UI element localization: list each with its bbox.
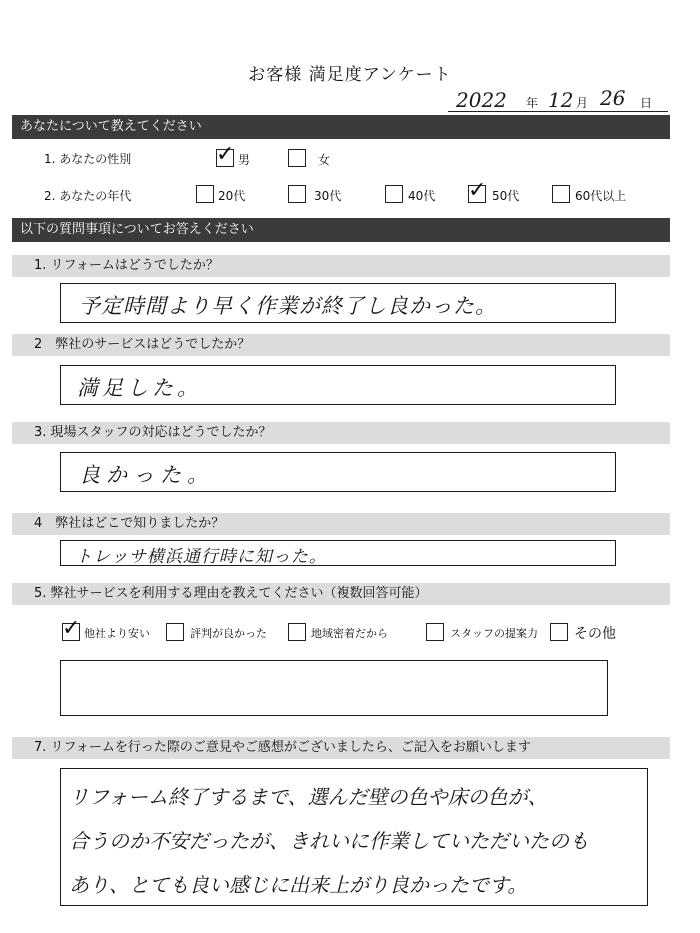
q1-heading: 1. リフォームはどうでしたか？ [12, 255, 670, 277]
gender-checkbox-female[interactable] [288, 149, 306, 167]
age-checkbox-60s-plus[interactable] [552, 185, 570, 203]
q5-checkbox-cheaper[interactable] [62, 616, 81, 641]
q5-checkbox-reputation[interactable] [166, 623, 184, 641]
date-field [448, 88, 668, 112]
age-option-20s: 20代 [218, 189, 246, 203]
q7-answer-line: あり、とても良い感じに出来上がり良かったです。 [69, 873, 528, 897]
date-day: 26 [600, 86, 626, 110]
q5-option-other: その他 [574, 626, 616, 642]
q1-answer-box[interactable] [60, 283, 616, 323]
page-title: お客様 満足度アンケート [248, 65, 452, 85]
q4-heading: 4 弊社はどこで知りましたか？ [12, 513, 670, 535]
q1-answer: 予定時間より早く作業が終了し良かった。 [79, 294, 497, 318]
q2-heading: 2 弊社のサービスはどうでしたか？ [12, 334, 670, 356]
date-year-suffix: 年 [526, 96, 539, 110]
q5-checkbox-local[interactable] [288, 623, 306, 641]
age-checkbox-30s[interactable] [288, 185, 306, 203]
q5-other-box[interactable] [60, 660, 608, 716]
check-mark-icon: ✓ [216, 142, 235, 167]
q4-answer-box[interactable] [60, 540, 616, 566]
check-mark-icon: ✓ [62, 616, 81, 641]
q4-answer: トレッサ横浜通行時に知った。 [75, 547, 327, 567]
gender-option-female: 女 [318, 153, 331, 167]
age-checkbox-40s[interactable] [385, 185, 403, 203]
section-questions-header: 以下の質問事項についてお答えください [12, 218, 670, 242]
date-month-suffix: 月 [576, 96, 589, 110]
q7-answer-box[interactable] [60, 768, 648, 906]
gender-checkbox-male[interactable] [216, 142, 235, 167]
q7-answer-line: 合うのか不安だったが、きれいに作業していただいたのも [69, 829, 589, 853]
q7-answer-line: リフォーム終了するまで、選んだ壁の色や床の色が、 [69, 785, 548, 809]
age-option-40s: 40代 [408, 189, 436, 203]
q2-answer: 満足した。 [77, 376, 202, 400]
date-month: 12 [548, 88, 574, 112]
q7-heading: 7. リフォームを行った際のご意見やご感想がございましたら、ご記入をお願いします [12, 737, 670, 759]
gender-option-male: 男 [238, 153, 251, 167]
q5-checkbox-staff-proposal[interactable] [426, 623, 444, 641]
age-label: 2. あなたの年代 [44, 189, 132, 203]
gender-label: 1. あなたの性別 [44, 152, 132, 166]
q3-heading: 3. 現場スタッフの対応はどうでしたか？ [12, 422, 670, 444]
q5-option-reputation: 評判が良かった [190, 627, 267, 640]
q3-answer-box[interactable] [60, 452, 616, 492]
date-day-suffix: 日 [640, 96, 653, 110]
q5-option-cheaper: 他社より安い [84, 627, 150, 640]
q5-checkbox-other[interactable] [550, 623, 568, 641]
check-mark-icon: ✓ [468, 178, 487, 203]
date-year: 2022 [456, 88, 507, 112]
q5-option-staff-proposal: スタッフの提案力 [450, 627, 538, 640]
q2-answer-box[interactable] [60, 365, 616, 405]
q5-heading: 5. 弊社サービスを利用する理由を教えてください（複数回答可能） [12, 583, 670, 605]
q3-answer: 良かった。 [79, 463, 214, 487]
section-about-header: あなたについて教えてください [12, 115, 670, 139]
age-checkbox-20s[interactable] [196, 185, 214, 203]
age-option-60s-plus: 60代以上 [575, 189, 627, 203]
age-checkbox-50s[interactable] [468, 178, 487, 203]
age-option-30s: 30代 [314, 189, 342, 203]
date-underline [448, 111, 668, 112]
age-option-50s: 50代 [492, 189, 520, 203]
q5-option-local: 地域密着だから [311, 627, 388, 640]
